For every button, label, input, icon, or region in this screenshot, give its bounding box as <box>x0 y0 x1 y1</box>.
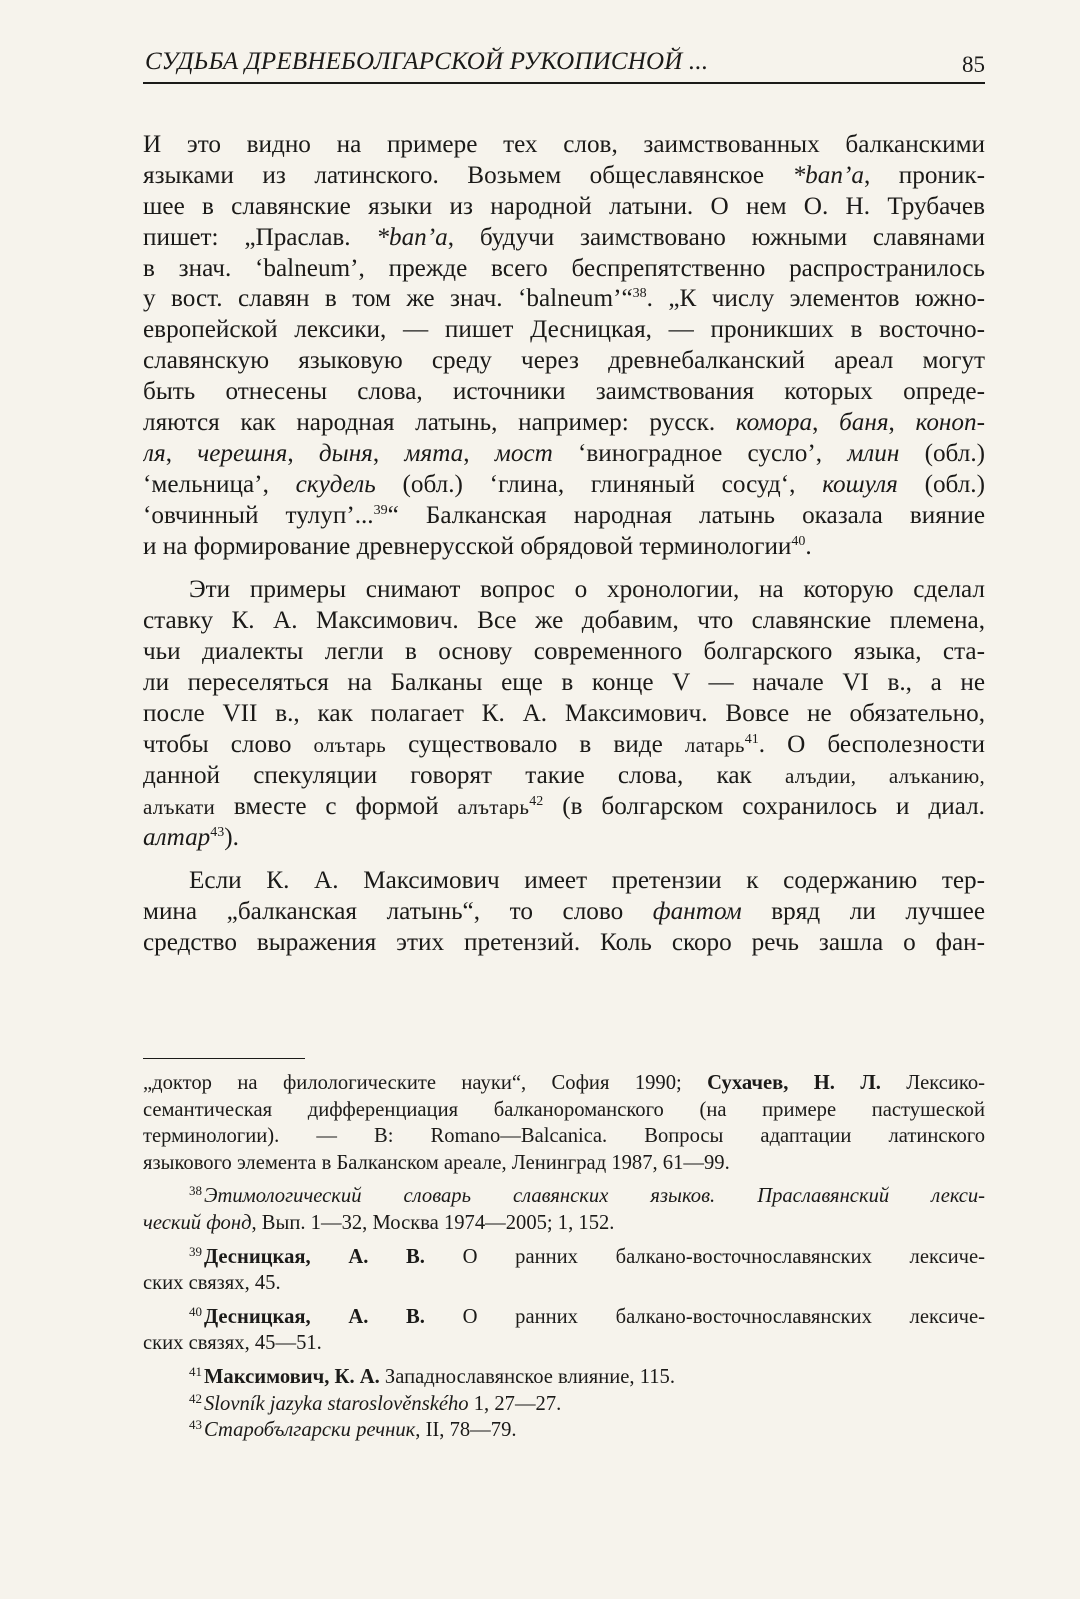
footnote-line: языкового элемента в Балканском ареале, Ленинград 1987, 61—99. <box>143 1151 730 1174</box>
old-church-slavonic-word: алъкати <box>143 794 216 819</box>
footnote-ref: 43 <box>210 824 225 840</box>
footnote-43 <box>143 1417 985 1444</box>
paragraph-2 <box>143 575 985 853</box>
page-number: 85 <box>962 52 985 77</box>
text-line: ставку К. А. Максимович. Все же добавим, что славянские племена, <box>143 607 985 635</box>
footnote-number: 40 <box>189 1303 202 1319</box>
text-line: ‘мельница’, скудель (обл.) ‘глина, глиняный сосуд‘, кошуля (обл.) <box>143 470 985 498</box>
text-line: чтобы слово олътарь существовало в виде латарь$^{41}$. О бесполезности <box>143 730 985 758</box>
footnote-number: 42 <box>189 1390 202 1406</box>
footnote-line: семантическая дифференциация балканороманского (на примере пастушеской <box>143 1098 985 1121</box>
footnote-number: 39 <box>189 1243 202 1259</box>
footnote-line: терминологии). — В: Romano—Balcanica. Вопросы адаптации латинского <box>143 1125 985 1148</box>
text-line: быть отнесены слова, источники заимствования которых опреде- <box>143 378 985 406</box>
footnote-line: $^{40}$Десницкая, А. В. О ранних балкано-восточнославянских лексиче- <box>189 1303 985 1328</box>
text-line: шее в славянские языки из народной латыни. О нем О. Н. Трубачев <box>143 192 985 220</box>
footnote-line: $^{41}$Максимович, К. А. Западнославянское влияние, 115. <box>189 1363 676 1388</box>
paragraph-3 <box>143 866 985 959</box>
footnote-line: $^{42}$Slovník jazyka staroslověnského 1, 27—27. <box>189 1390 562 1415</box>
text-line: алтар$^{43}$). <box>143 823 239 851</box>
text-line: алъкати вместе с формой алътарь$^{42}$ (в болгарском сохранилось и диал. <box>143 792 985 820</box>
footnote-38 <box>143 1183 985 1236</box>
footnote-line: $^{43}$Старобългарски речник, II, 78—79. <box>189 1417 517 1442</box>
footnote-ref: 42 <box>529 793 544 809</box>
text-line: Эти примеры снимают вопрос о хронологии, на которую сделал <box>189 576 985 604</box>
footnotes <box>143 1070 985 1444</box>
text-line: у вост. славян в том же знач. ‘balneum’“$^{38}$. „К числу элементов южно- <box>143 285 985 313</box>
footnote-number: 41 <box>189 1363 202 1379</box>
running-header <box>143 44 985 84</box>
old-church-slavonic-word: олътарь <box>313 732 386 757</box>
paragraph-1 <box>143 130 985 562</box>
old-church-slavonic-word: алътарь <box>457 794 530 819</box>
footnote-line: „доктор на филологическите науки“, София 1990; Сухачев, Н. Л. Лексико- <box>143 1072 985 1094</box>
footnote-line: $^{38}$Этимологический словарь славянских языков. Праславянский лекси- <box>189 1183 985 1208</box>
footnote-separator <box>143 1058 305 1059</box>
text-line: чьи диалекты легли в основу современного болгарского языка, ста- <box>143 638 985 666</box>
text-line: ляются как народная латынь, например: русск. комора, баня, коноп- <box>143 409 985 437</box>
footnote-39 <box>143 1244 985 1297</box>
footnote-line: ческий фонд, Вып. 1—32, Москва 1974—2005; 1, 152. <box>143 1211 615 1234</box>
text-line: и на формирование древнерусской обрядовой терминологии$^{40}$. <box>143 532 812 560</box>
footnote-ref: 41 <box>744 731 759 747</box>
main-text <box>143 130 985 959</box>
footnote-ref: 38 <box>632 286 647 302</box>
old-church-slavonic-word: алъдии, алъканию, <box>785 763 985 788</box>
footnote-41 <box>143 1364 985 1391</box>
footnote-ref: 40 <box>791 533 806 549</box>
footnote-number: 43 <box>189 1417 202 1433</box>
footnote-ref: 39 <box>373 502 388 518</box>
text-line: ля, черешня, дыня, мята, мост ‘виноградное сусло’, млин (обл.) <box>143 439 985 467</box>
footnote-continued <box>143 1070 985 1176</box>
footnote-line: ских связях, 45—51. <box>143 1332 322 1355</box>
footnote-line: ских связях, 45. <box>143 1272 281 1295</box>
text-line: данной спекуляции говорят такие слова, как алъдии, алъканию, <box>143 761 985 789</box>
text-line: в знач. ‘balneum’, прежде всего беспрепятственно распространилось <box>143 254 985 282</box>
text-line: средство выражения этих претензий. Коль скоро речь зашла о фан- <box>143 929 985 957</box>
text-line: ли переселяться на Балканы еще в конце V — начале VI в., а не <box>143 669 985 697</box>
footnote-40 <box>143 1304 985 1357</box>
text-line: И это видно на примере тех слов, заимствованных балканскими <box>143 131 985 158</box>
text-line: европейской лексики, — пишет Десницкая, — проникших в восточно- <box>143 316 985 344</box>
text-line: ‘овчинный тулуп’...$^{39}$“ Балканская народная латынь оказала вияние <box>143 501 985 529</box>
footnote-line: $^{39}$Десницкая, А. В. О ранних балкано-восточнославянских лексиче- <box>189 1243 985 1268</box>
footnote-42 <box>143 1391 985 1418</box>
text-line: пишет: „Праслав. *ban’a, будучи заимствовано южными славянами <box>143 223 985 251</box>
text-line: языками из латинского. Возьмем общеславянское *ban’a, проник- <box>143 161 985 189</box>
text-line: славянскую языковую среду через древнебалканский ареал могут <box>143 347 985 375</box>
running-title: СУДЬБА ДРЕВНЕБОЛГАРСКОЙ РУКОПИСНОЙ ... <box>145 48 709 75</box>
text-line: Если К. А. Максимович имеет претензии к содержанию тер- <box>189 867 985 895</box>
text-line: после VII в., как полагает К. А. Максимович. Вовсе не обязательно, <box>143 700 985 728</box>
text-line: мина „балканская латынь“, то слово фантом вряд ли лучшее <box>143 898 985 926</box>
old-church-slavonic-word: латарь <box>684 732 745 757</box>
footnote-number: 38 <box>189 1183 202 1199</box>
